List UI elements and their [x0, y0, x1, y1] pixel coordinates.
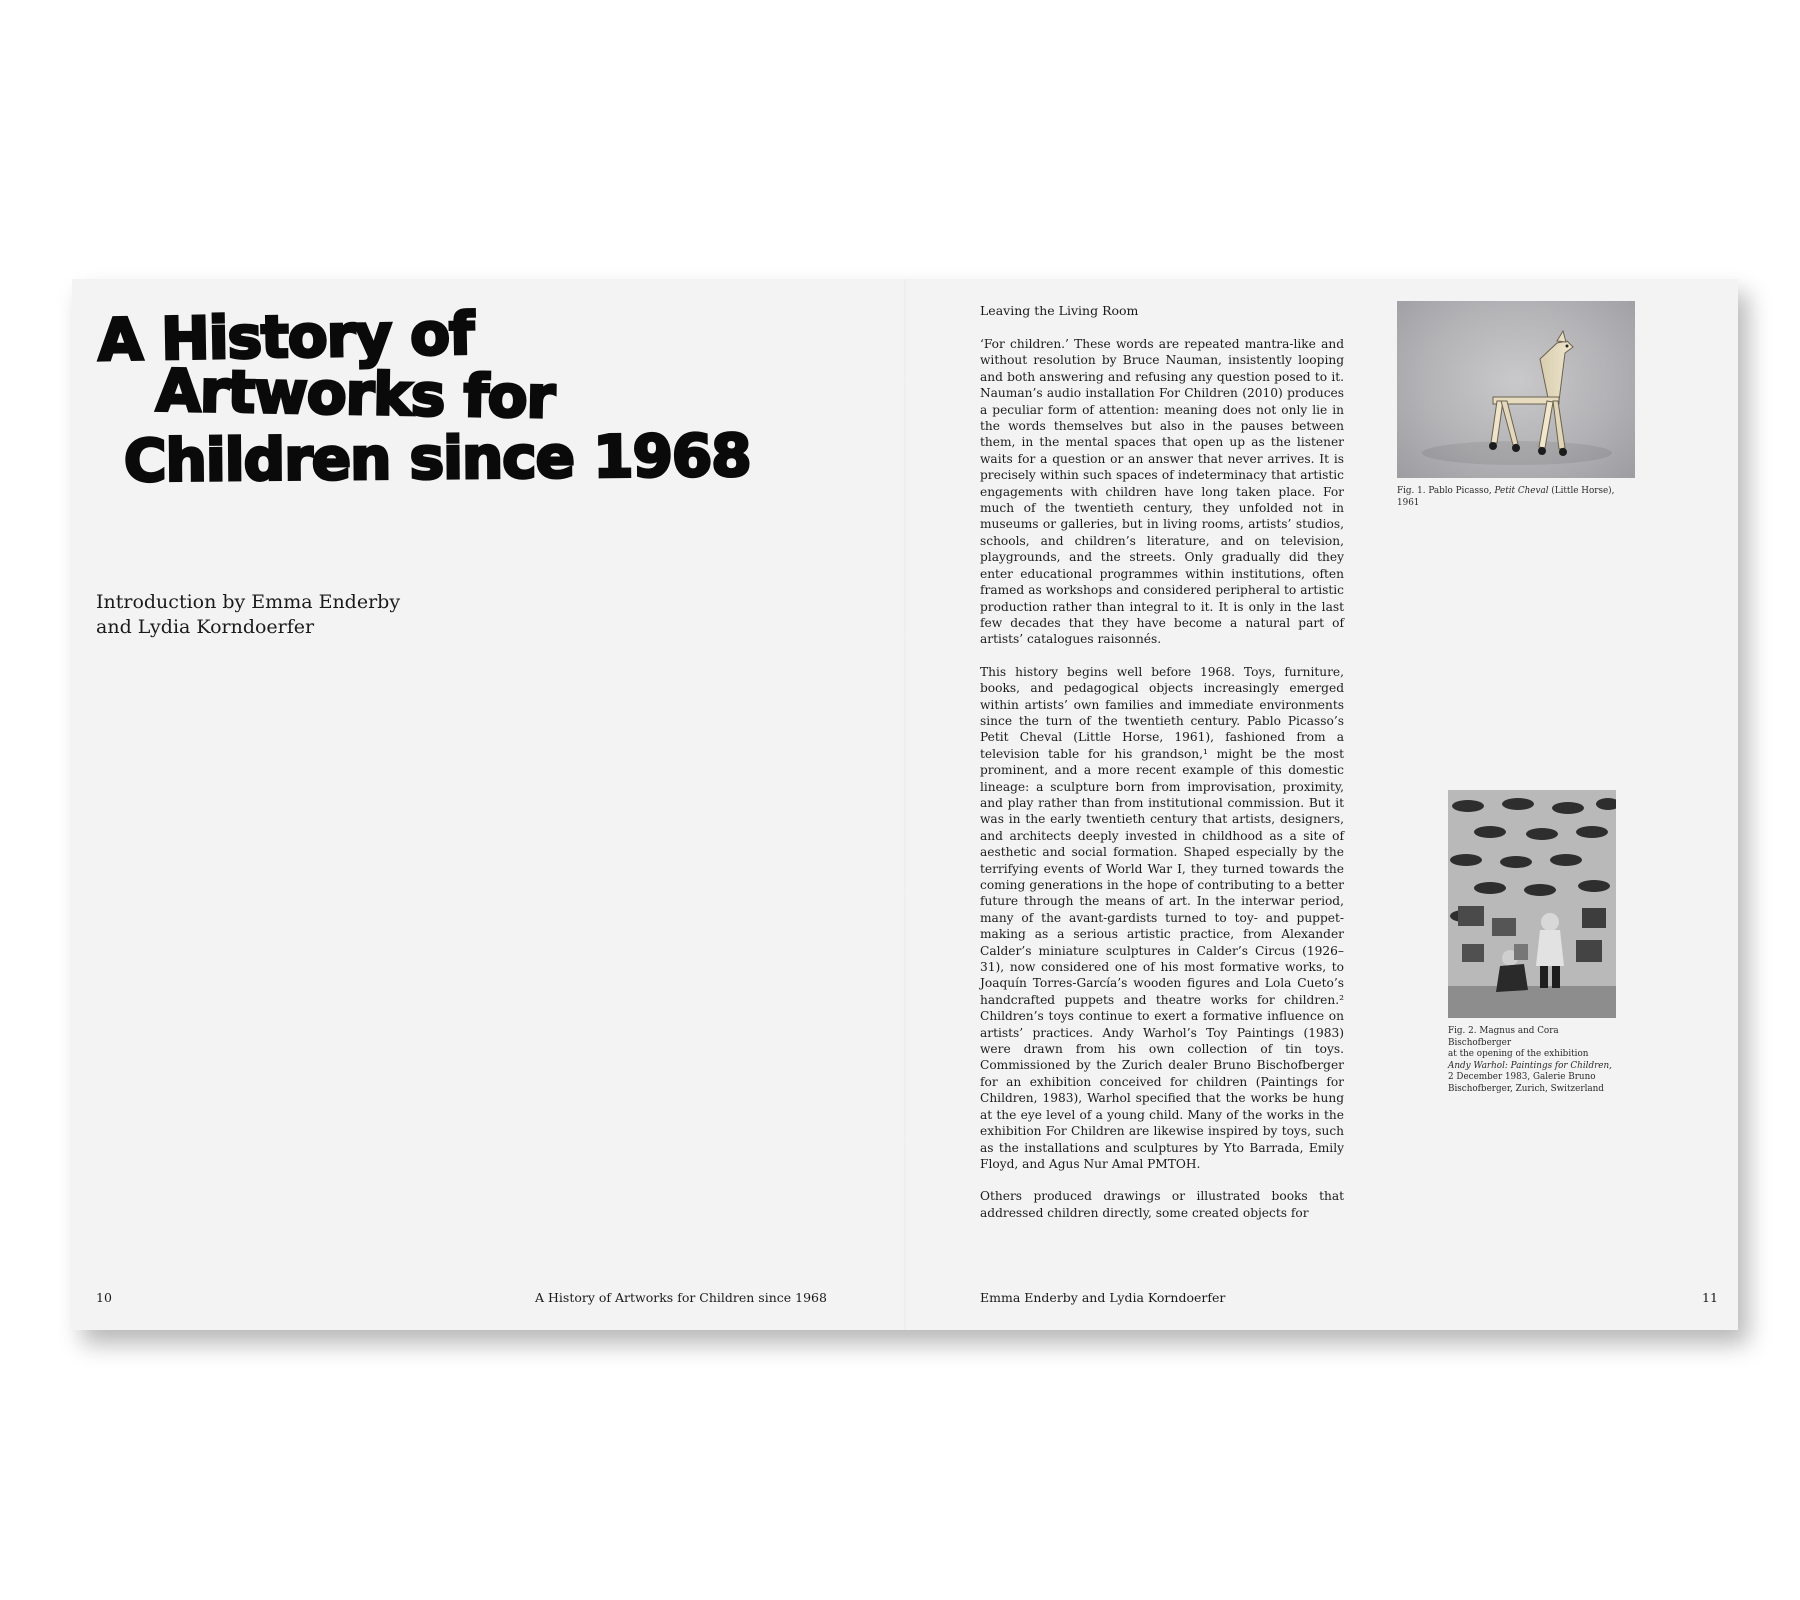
book-spread — [72, 279, 1738, 1330]
figure-2-caption-line-5: Bischofberger, Zurich, Switzerland — [1448, 1083, 1604, 1094]
figure-2-caption-line-1: Fig. 2. Magnus and Cora Bischofberger — [1448, 1026, 1559, 1048]
section-heading: Leaving the Living Room — [980, 303, 1139, 318]
figure-2-caption-italic: Andy Warhol: Paintings for Children, — [1448, 1060, 1612, 1071]
figure-2-photo — [1448, 790, 1616, 1018]
body-paragraph-1: ‘For children.’ These words are repeated mantra-like and without resolution by Bruce Nauman, insistently looping and both answering and refusing any question posed to it. Nauman’s audio installation For Children (2010) produces a peculiar form of attention: meaning does not only lie in the words themselves but also in the pauses between them, in the mental spaces that open up as the listener waits for a question or an answer that never arrives. It is precisely within such spaces of indeterminacy that artistic engagements with children have long taken place. For much of the twentieth century, they unfolded not in museums or galleries, but in living rooms, artists’ studios, schools, and children’s literature, and on television, playgrounds, and the streets. Only gradually did they enter educational programmes within institutions, often framed as workshops and considered peripheral to artistic production rather than integral to it. It is only in the last few decades that they have become a natural part of artists’ catalogues raisonnés. — [980, 337, 1344, 647]
figure-2-caption-line-4: 2 December 1983, Galerie Bruno — [1448, 1072, 1596, 1082]
exhibition-opening-photo — [1448, 790, 1616, 1018]
title-line-3: Children since 1968 — [123, 421, 751, 495]
title-line-2: Artworks for — [155, 356, 555, 432]
figure-2-caption-title — [1448, 1061, 1618, 1073]
figure-1-photo — [1397, 301, 1635, 478]
figure-1-caption-title: Petit Cheval — [1494, 486, 1549, 496]
page-title — [97, 299, 798, 495]
figure-1-caption — [1397, 486, 1635, 509]
title-line-1: A History of — [97, 299, 474, 375]
figure-1-caption-prefix: Fig. 1. Pablo Picasso, — [1397, 486, 1495, 496]
body-text-column — [980, 336, 1344, 1237]
figure-2-caption-line-2: at the opening of the exhibition — [1448, 1049, 1589, 1059]
figure-1 — [1397, 301, 1635, 509]
spine-gutter — [904, 279, 906, 1330]
figure-2-caption — [1448, 1026, 1618, 1095]
page-number-left: 10 — [96, 1290, 112, 1305]
body-paragraph-2: This history begins well before 1968. Toys, furniture, books, and pedagogical objects increasingly emerged within artists’ own families and immediate environments since the turn of the twentieth century. Pablo Picasso’s Petit Cheval (Little Horse, 1961), fashioned from a television table for his grandson,¹ might be the most prominent, and a more recent example of this domestic lineage: a sculpture born from improvisation, proximity, and play rather than from institutional commission. But it was in the early twentieth century that artists, designers, and architects deeply invested in childhood as a site of aesthetic and social formation. Shaped especially by the terrifying events of World War I, they turned towards the coming generations in the hope of contributing to a better future through the means of art. In the interwar period, many of the avant-gardists turned to toy- and puppet-making as a serious artistic practice, from Alexander Calder’s miniature sculptures in Calder’s Circus (1926–31), now considered one of his most formative works, to Joaquín Torres-García’s wooden figures and Lola Cueto’s handcrafted puppets and theatre works for children.² Children’s toys continue to exert a formative influence on artists’ practices. Andy Warhol’s Toy Paintings (1983) were drawn from his own collection of tin toys. Commissioned by the Zurich dealer Bruno Bischofberger for an exhibition conceived for children (Paintings for Children, 1983), Warhol specified that the works be hung at the eye level of a young child. Many of the works in the exhibition For Children are likewise inspired by toys, such as the installations and sculptures by Yto Barrada, Emily Floyd, and Agus Nur Amal PMTOH. — [980, 664, 1344, 1171]
figure-1-caption-suffix: (Little Horse), 1961 — [1397, 486, 1615, 508]
body-paragraph-3: Others produced drawings or illustrated books that addressed children directly, some created objects for — [980, 1189, 1344, 1220]
page-number-right: 11 — [1702, 1290, 1718, 1305]
intro-credit: Introduction by Emma Enderby and Lydia Korndoerfer — [96, 591, 401, 638]
running-title: A History of Artworks for Children since 1968 — [535, 1290, 827, 1305]
figure-2 — [1448, 790, 1618, 1095]
little-horse-sculpture-image — [1397, 301, 1635, 478]
running-author: Emma Enderby and Lydia Korndoerfer — [980, 1290, 1226, 1305]
